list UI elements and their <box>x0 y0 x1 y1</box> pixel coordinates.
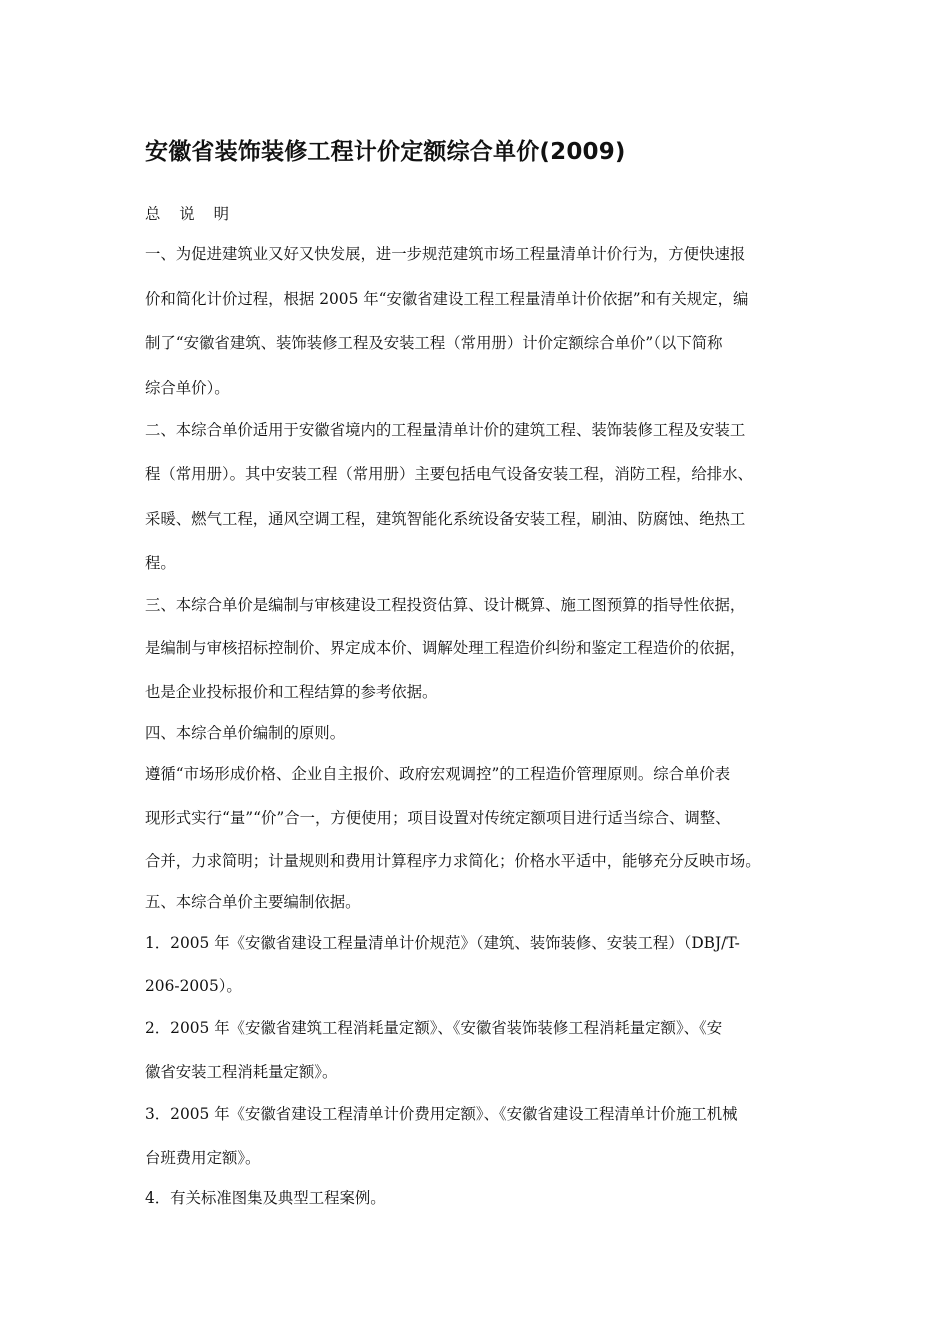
document-title: 安徽省装饰装修工程计价定额综合单价(2009) <box>145 139 626 165</box>
paragraph-line: 五、本综合单价主要编制依据。 <box>145 893 361 911</box>
paragraph-line: 采暖、燃气工程，通风空调工程，建筑智能化系统设备安装工程，刷油、防腐蚀、绝热工 <box>145 510 746 528</box>
paragraph-line: 综合单价）。 <box>145 379 230 397</box>
paragraph-line: 3．2005 年《安徽省建设工程清单计价费用定额》、《安徽省建设工程清单计价施工机械 <box>145 1105 738 1123</box>
paragraph-line: 制了“安徽省建筑、装饰装修工程及安装工程（常用册）计价定额综合单价”（以下简称 <box>145 334 723 352</box>
paragraph-line: 程。 <box>145 554 176 572</box>
paragraph-line: 三、本综合单价是编制与审核建设工程投资估算、设计概算、施工图预算的指导性依据， <box>145 596 746 614</box>
paragraph-line: 4．有关标准图集及典型工程案例。 <box>145 1189 386 1207</box>
paragraph-line: 也是企业投标报价和工程结算的参考依据。 <box>145 683 438 701</box>
paragraph-line: 台班费用定额》。 <box>145 1149 261 1167</box>
paragraph-line: 2．2005 年《安徽省建筑工程消耗量定额》、《安徽省装饰装修工程消耗量定额》、《安 <box>145 1019 723 1037</box>
paragraph-line: 程（常用册）。其中安装工程（常用册）主要包括电气设备安装工程，消防工程，给排水、 <box>145 465 753 483</box>
paragraph-line: 遵循“市场形成价格、企业自主报价、政府宏观调控”的工程造价管理原则。综合单价表 <box>145 765 731 783</box>
paragraph-line: 徽省安装工程消耗量定额》。 <box>145 1063 338 1081</box>
paragraph-line: 合并，力求简明；计量规则和费用计算程序力求简化；价格水平适中，能够充分反映市场。 <box>145 852 761 870</box>
paragraph-line: 一、为促进建筑业又好又快发展，进一步规范建筑市场工程量清单计价行为，方便快速报 <box>145 245 746 263</box>
paragraph-line: 现形式实行“量”“价”合一，方便使用；项目设置对传统定额项目进行适当综合、调整、 <box>145 809 731 827</box>
paragraph-line: 是编制与审核招标控制价、界定成本价、调解处理工程造价纠纷和鉴定工程造价的依据， <box>145 639 746 657</box>
paragraph-line: 二、本综合单价适用于安徽省境内的工程量清单计价的建筑工程、装饰装修工程及安装工 <box>145 421 746 439</box>
paragraph-line: 四、本综合单价编制的原则。 <box>145 724 346 742</box>
paragraph-line: 206-2005）。 <box>145 977 242 995</box>
section-heading: 总 说 明 <box>145 205 229 223</box>
paragraph-line: 1．2005 年《安徽省建设工程量清单计价规范》（建筑、装饰装修、安装工程）（DBJ/T- <box>145 934 740 952</box>
paragraph-line: 价和简化计价过程，根据 2005 年“安徽省建设工程工程量清单计价依据”和有关规定，编 <box>145 290 749 308</box>
